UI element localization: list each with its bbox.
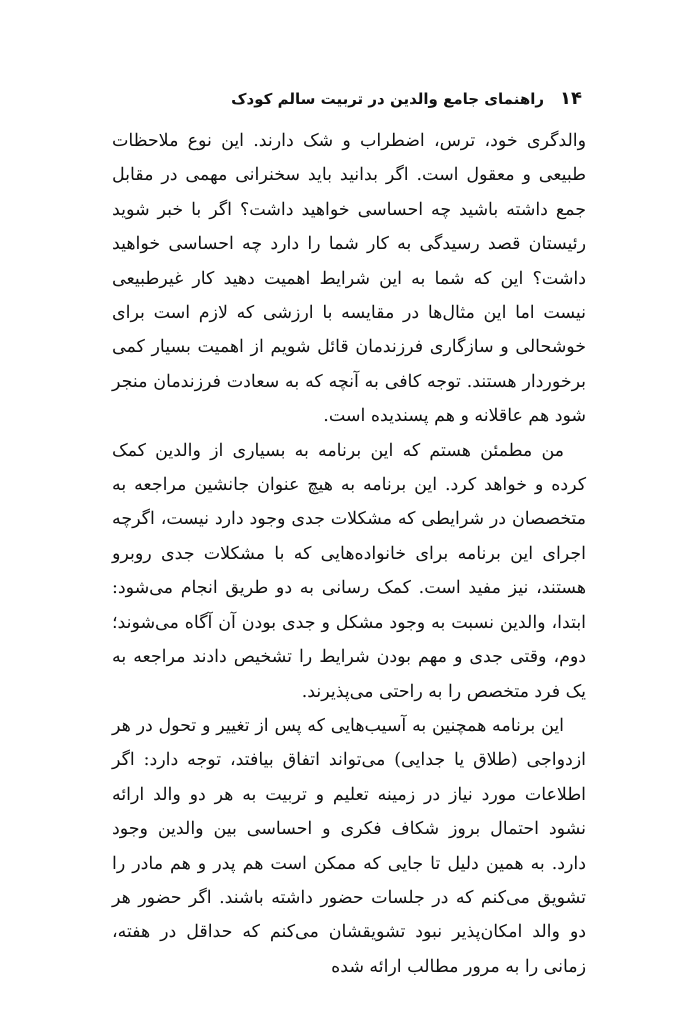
running-title: راهنمای جامع والدین در تربیت سالم کودک [231,90,545,108]
body-text [112,124,586,984]
paragraph-3: این برنامه همچنین به آسیب‌هایی که پس از تغییر و تحول در هر ازدواجی (طلاق یا جدایی) می‌تواند اتفاق بیافتد، توجه دارد: اگر اطلاعات مورد نیاز در زمینه تعلیم و تربیت به هر دو والد ارائه نشود احتمال بروز شکاف فکری و احساسی بین والدین وجود دارد. به همین دلیل تا جایی که ممکن است هم پدر و هم مادر را تشویق می‌کنم که در جلسات حضور داشته باشند. اگر حضور هر دو والد امکان‌پذیر نبود تشویقشان می‌کنم که حداقل در هفته، زمانی را به مرور مطالب ارائه شده [112,715,586,977]
paragraph-1: والدگری خود، ترس، اضطراب و شک دارند. این نوع ملاحظات طبیعی و معقول است. اگر بدانید باید سخنرانی مهمی در مقابل جمع داشته باشید چه احساسی خواهید داشت؟ اگر با خبر شوید رئیستان قصد رسیدگی به کار شما را دارد چه احساسی خواهید داشت؟ این که شما به این شرایط اهمیت دهید کار غیرطبیعی نیست اما این مثال‌ها در مقایسه با ارزشی که لازم است برای خوشحالی و سازگاری فرزندمان قائل شویم از اهمیت بسیار کمی برخوردار هستند. توجه کافی به آنچه که به سعادت فرزندمان منجر شود هم عاقلانه و هم پسندیده است. [112,131,586,427]
running-header [231,88,582,109]
page-number: ۱۴ [560,88,582,109]
paragraph-2: من مطمئن هستم که این برنامه به بسیاری از والدین کمک کرده و خواهد کرد. این برنامه به هیچ عنوان جانشین مراجعه به متخصصان در شرایطی که مشکلات جدی وجود دارد نیست، اگرچه اجرای این برنامه برای خانواده‌هایی که با مشکلات جدی روبرو هستند، نیز مفید است. کمک رسانی به دو طریق انجام می‌شود: ابتدا، والدین نسبت به وجود مشکل و جدی بودن آن آگاه می‌شوند؛ دوم، وقتی جدی و مهم بودن شرایط را تشخیص دادند مراجعه به یک فرد متخصص را به راحتی می‌پذیرند. [112,440,586,702]
